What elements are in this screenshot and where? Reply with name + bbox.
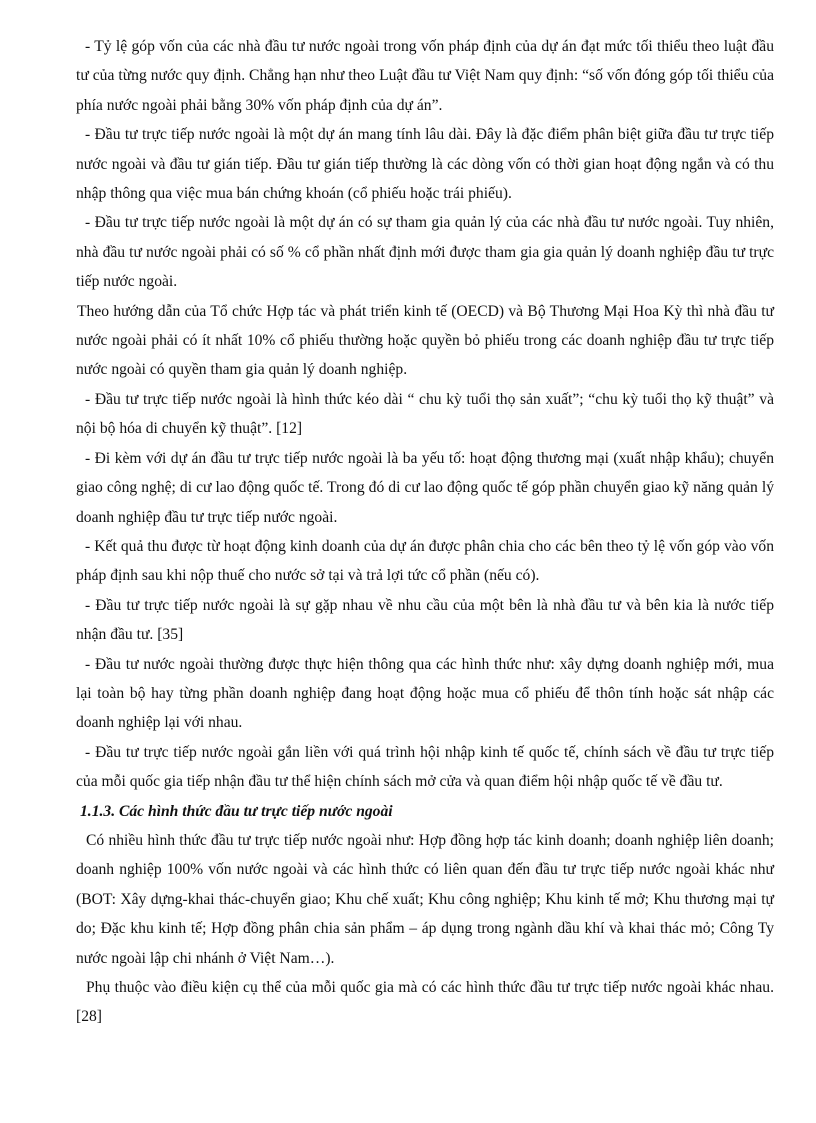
paragraph-profit-sharing: - Kết quả thu được từ hoạt động kinh doanh của dự án được phân chia cho các bên theo tỷ lệ vốn góp vào vốn pháp định sau khi nộp thuế cho nước sở tại và trả lợi tức cổ phần (nếu có). [76,537,774,585]
paragraph-implementation-forms: - Đầu tư nước ngoài thường được thực hiện thông qua các hình thức như: xây dựng doanh nghiệp mới, mua lại toàn bộ hay từng phần doanh nghiệp đang hoạt động hoặc mua cổ phiếu để thôn tính hoặc sát nhập các doanh nghiệp lại với nhau. [76,655,774,732]
paragraph-three-factors: - Đi kèm với dự án đầu tư trực tiếp nước ngoài là ba yếu tố: hoạt động thương mại (xuất nhập khẩu); chuyển giao công nghệ; di cư lao động quốc tế. Trong đó di cư lao động quốc tế góp phần chuyển giao kỹ năng quản lý doanh nghiệp đầu tư trực tiếp nước ngoài. [76,449,774,526]
paragraph-oecd-guidance: Theo hướng dẫn của Tổ chức Hợp tác và phát triển kinh tế (OECD) và Bộ Thương Mại Hoa Kỳ thì nhà đầu tư nước ngoài phải có ít nhất 10% cổ phiếu thường hoặc quyền bỏ phiếu trong các doanh nghiệp đầu tư trực tiếp nước ngoài có quyền tham gia quản lý doanh nghiệp. [76,302,774,379]
section-heading: 1.1.3. Các hình thức đầu tư trực tiếp nước ngoài [80,802,393,820]
paragraph-integration: - Đầu tư trực tiếp nước ngoài gắn liền với quá trình hội nhập kinh tế quốc tế, chính sách về đầu tư trực tiếp của mỗi quốc gia tiếp nhận đầu tư thể hiện chính sách mở cửa và quan điểm hội nhập quốc tế về đầu tư. [76,743,774,791]
paragraph-country-conditions: Phụ thuộc vào điều kiện cụ thể của mỗi quốc gia mà có các hình thức đầu tư trực tiếp nước ngoài khác nhau. [28] [76,979,774,1026]
paragraph-meeting-needs: - Đầu tư trực tiếp nước ngoài là sự gặp nhau về nhu cầu của một bên là nhà đầu tư và bên kia là nước tiếp nhận đầu tư. [35] [76,596,774,644]
paragraph-fdi-forms: Có nhiều hình thức đầu tư trực tiếp nước ngoài như: Hợp đồng hợp tác kinh doanh; doanh nghiệp liên doanh; doanh nghiệp 100% vốn nước ngoài và các hình thức có liên quan đến đầu tư trực tiếp nước ngoài khác như (BOT: Xây dựng-khai thác-chuyển giao; Khu chế xuất; Khu công nghiệp; Khu kinh tế mở; Khu thương mại tự do; Đặc khu kinh tế; Hợp đồng phân chia sản phẩm – áp dụng trong ngành dầu khí và khai thác mỏ; Công Ty nước ngoài lập chi nhánh ở Việt Nam…). [76,831,774,967]
paragraph-management: - Đầu tư trực tiếp nước ngoài là một dự án có sự tham gia quản lý của các nhà đầu tư nước ngoài. Tuy nhiên, nhà đầu tư nước ngoài phải có số % cổ phần nhất định mới được tham gia gia quản lý doanh nghiệp đầu tư trực tiếp nước ngoài. [76,214,774,291]
paragraph-long-term: - Đầu tư trực tiếp nước ngoài là một dự án mang tính lâu dài. Đây là đặc điểm phân biệt giữa đầu tư trực tiếp nước ngoài và đầu tư gián tiếp. Đầu tư gián tiếp thường là các dòng vốn có thời gian hoạt động ngắn và có thu nhập thông qua việc mua bán chứng khoán (cổ phiếu hoặc trái phiếu). [76,126,774,203]
paragraph-production-cycle: - Đầu tư trực tiếp nước ngoài là hình thức kéo dài “ chu kỳ tuổi thọ sản xuất”; “chu kỳ tuổi thọ kỹ thuật” và nội bộ hóa di chuyển kỹ thuật”. [12] [76,390,774,438]
document-page [76,32,774,1032]
paragraph-capital-ratio: - Tỷ lệ góp vốn của các nhà đầu tư nước ngoài trong vốn pháp định của dự án đạt mức tối thiểu theo luật đầu tư của từng nước quy định. Chẳng hạn như theo Luật đầu tư Việt Nam quy định: “số vốn đóng góp tối thiểu của phía nước ngoài phải bằng 30% vốn pháp định của dự án”. [76,38,774,114]
